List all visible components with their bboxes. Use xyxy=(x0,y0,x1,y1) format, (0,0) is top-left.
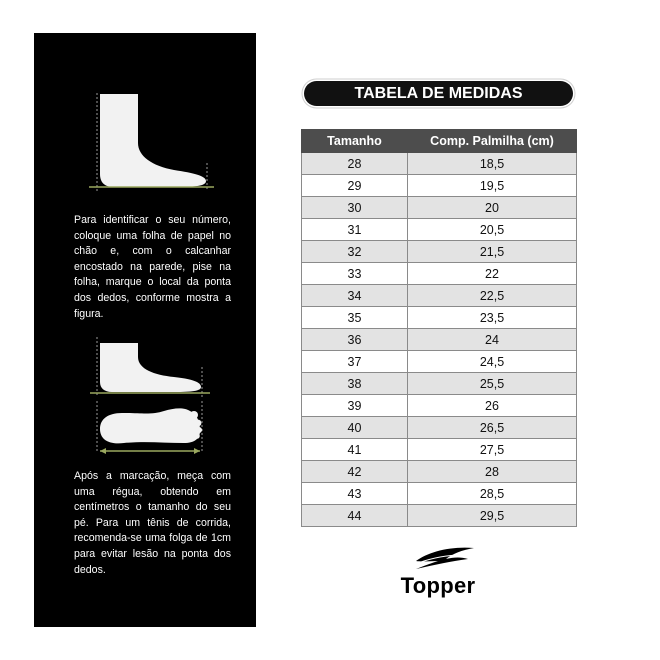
insole-length-cell: 26 xyxy=(408,395,577,417)
insole-length-cell: 24 xyxy=(408,329,577,351)
table-row xyxy=(302,285,577,307)
size-cell: 36 xyxy=(302,329,408,351)
size-table-body xyxy=(302,153,577,527)
table-row xyxy=(302,219,577,241)
insole-length-cell: 28 xyxy=(408,461,577,483)
instruction-text-step2: Após a marcação, meça com uma régua, obtendo em centímetros o tamanho do seu pé. Para um tênis de corrida, recomenda-se uma folga de 1cm para evitar lesão na ponta dos dedos. xyxy=(74,470,231,576)
brand-logo xyxy=(388,543,488,601)
insole-length-cell: 26,5 xyxy=(408,417,577,439)
insole-length-cell: 23,5 xyxy=(408,307,577,329)
table-row xyxy=(302,197,577,219)
size-cell: 43 xyxy=(302,483,408,505)
insole-length-cell: 24,5 xyxy=(408,351,577,373)
size-cell: 42 xyxy=(302,461,408,483)
insole-length-cell: 29,5 xyxy=(408,505,577,527)
size-cell: 35 xyxy=(302,307,408,329)
size-cell: 34 xyxy=(302,285,408,307)
table-row xyxy=(302,439,577,461)
table-row xyxy=(302,329,577,351)
table-row xyxy=(302,307,577,329)
table-row xyxy=(302,263,577,285)
insole-length-cell: 27,5 xyxy=(408,439,577,461)
header-size: Tamanho xyxy=(302,130,408,153)
topper-swoosh-icon xyxy=(388,543,488,573)
size-cell: 29 xyxy=(302,175,408,197)
size-cell: 38 xyxy=(302,373,408,395)
insole-length-cell: 19,5 xyxy=(408,175,577,197)
insole-length-cell: 21,5 xyxy=(408,241,577,263)
foot-side-view-illustration xyxy=(34,88,256,198)
table-row xyxy=(302,417,577,439)
insole-length-cell: 25,5 xyxy=(408,373,577,395)
size-cell: 28 xyxy=(302,153,408,175)
table-row xyxy=(302,461,577,483)
insole-length-cell: 22,5 xyxy=(408,285,577,307)
insole-length-cell: 22 xyxy=(408,263,577,285)
table-row xyxy=(302,351,577,373)
table-row xyxy=(302,505,577,527)
size-cell: 30 xyxy=(302,197,408,219)
foot-measure-side-illustration xyxy=(34,337,256,399)
table-row xyxy=(302,153,577,175)
size-cell: 32 xyxy=(302,241,408,263)
size-cell: 39 xyxy=(302,395,408,417)
foot-top-view-illustration xyxy=(34,399,256,455)
table-row xyxy=(302,175,577,197)
size-cell: 44 xyxy=(302,505,408,527)
header-insole-length: Comp. Palmilha (cm) xyxy=(408,130,577,153)
table-row xyxy=(302,373,577,395)
size-cell: 41 xyxy=(302,439,408,461)
size-cell: 40 xyxy=(302,417,408,439)
size-cell: 31 xyxy=(302,219,408,241)
insole-length-cell: 20 xyxy=(408,197,577,219)
table-row xyxy=(302,483,577,505)
brand-name: Topper xyxy=(400,573,476,598)
insole-length-cell: 20,5 xyxy=(408,219,577,241)
table-row xyxy=(302,395,577,417)
instruction-text-step1: Para identificar o seu número, coloque uma folha de papel no chão e, com o calcanhar encostado na parede, pise na folha, marque o local da ponta dos dedos, conforme mostra a figura. xyxy=(74,214,231,320)
table-row xyxy=(302,241,577,263)
size-table-title: TABELA DE MEDIDAS xyxy=(304,81,573,106)
size-table xyxy=(301,129,577,527)
size-cell: 33 xyxy=(302,263,408,285)
instructions-panel xyxy=(34,33,256,627)
size-cell: 37 xyxy=(302,351,408,373)
size-table-header-row xyxy=(302,130,577,153)
insole-length-cell: 28,5 xyxy=(408,483,577,505)
insole-length-cell: 18,5 xyxy=(408,153,577,175)
